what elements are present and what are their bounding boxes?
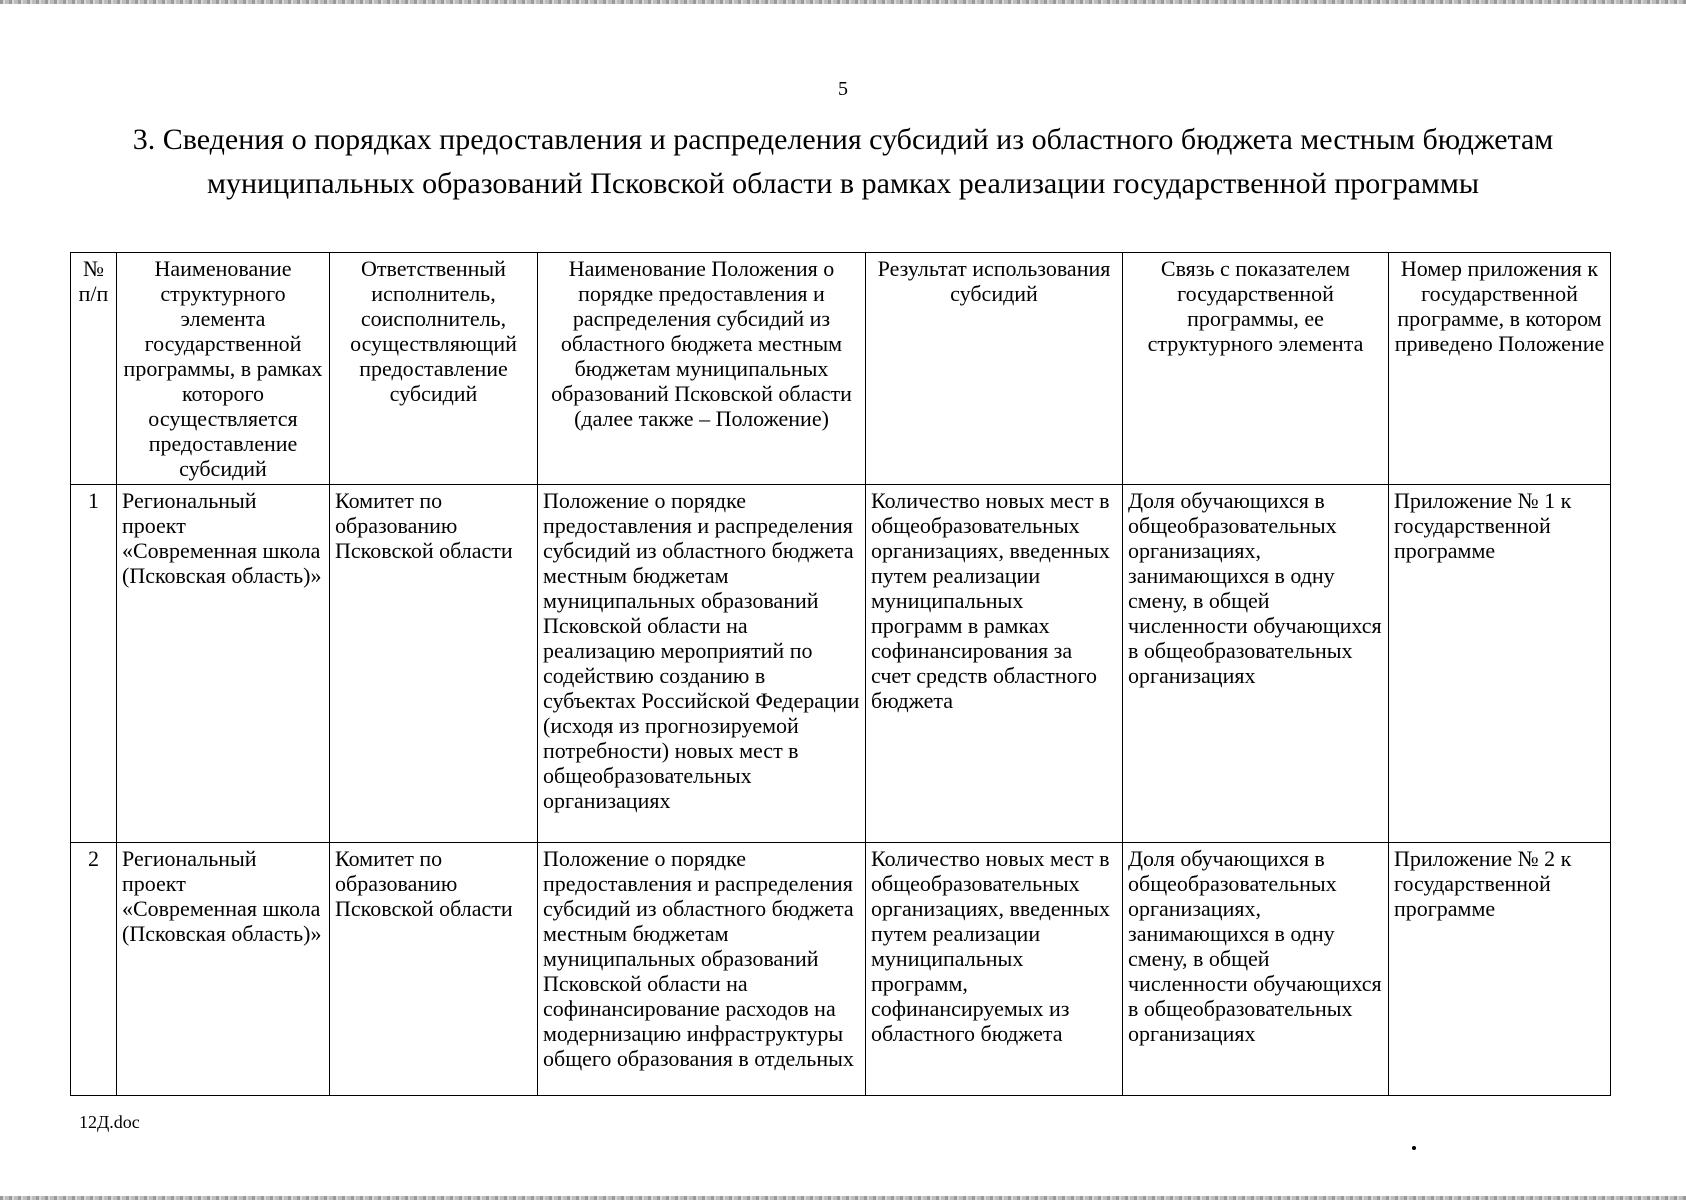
cell-indicator-link-text: Доля обучающихся в общеобразовательных организациях, занимающихся в одну смену, в общей численности обучающихся в общеобразовательных организациях [1128, 846, 1382, 1046]
subsidies-table [70, 252, 1611, 1096]
cell-number [71, 843, 117, 1096]
file-name: 12Д.doc [79, 1112, 140, 1132]
scan-speck [1412, 1146, 1416, 1150]
cell-regulation-name: Положение о порядке предоставления и распределения субсидий из областного бюджета местным бюджетам муниципальных образований Псковской области на реализацию мероприятий по содействию созданию в субъектах Российской Федерации (исходя из прогнозируемой потребности) новых мест в общеобразовательных организациях [538, 485, 866, 843]
cell-number-text: 2 [88, 846, 99, 871]
table-row [71, 485, 1611, 843]
header-appendix-number: Номер приложения к государственной программе, в котором приведено Положение [1389, 253, 1611, 485]
table-header-row [71, 253, 1611, 485]
header-number: № п/п [71, 253, 117, 485]
cell-executor: Комитет по образованию Псковской области [330, 485, 538, 843]
header-regulation-name: Наименование Положения о порядке предоставления и распределения субсидий из областного бюджета местным бюджетам муниципальных образований Псковской области (далее также – Положение) [538, 253, 866, 485]
scan-edge-top [0, 0, 1686, 4]
title-line-2: муниципальных образований Псковской области в рамках реализации государственной программы [206, 167, 1480, 200]
header-result: Результат использования субсидий [866, 253, 1123, 485]
cell-executor [330, 843, 538, 1096]
table-row [71, 843, 1611, 1096]
cell-appendix-number: Приложение № 1 к государственной программе [1389, 485, 1611, 843]
cell-appendix-number [1389, 843, 1611, 1096]
cell-number: 1 [71, 485, 117, 843]
header-structural-element: Наименование структурного элемента государственной программы, в рамках которого осуществляется предоставление субсидий [117, 253, 330, 485]
cell-executor-text: Комитет по образованию Псковской области [335, 846, 513, 921]
cell-result: Количество новых мест в общеобразовательных организациях, введенных путем реализации муниципальных программ в рамках софинансирования за счет средств областного бюджета [866, 485, 1123, 843]
title-line-1: 3. Сведения о порядках предоставления и распределения субсидий из областного бюджета местным бюджетам [132, 123, 1554, 156]
cell-result [866, 843, 1123, 1096]
cell-indicator-link [1123, 843, 1389, 1096]
header-executor: Ответственный исполнитель, соисполнитель, осуществляющий предоставление субсидий [330, 253, 538, 485]
cell-structural-element-text: Региональный проект «Современная школа (Псковская область)» [122, 846, 322, 946]
cell-result-text: Количество новых мест в общеобразовательных организациях, введенных путем реализации муниципальных программ, софинансируемых из областного бюджета [871, 846, 1110, 1046]
cell-indicator-link: Доля обучающихся в общеобразовательных организациях, занимающихся в одну смену, в общей численности обучающихся в общеобразовательных организациях [1123, 485, 1389, 843]
document-title [80, 118, 1606, 206]
scan-edge-bottom [0, 1196, 1686, 1200]
header-indicator-link: Связь с показателем государственной программы, ее структурного элемента [1123, 253, 1389, 485]
cell-regulation-name-text: Положение о порядке предоставления и распределения субсидий из областного бюджета местным бюджетам муниципальных образований Псковской области на софинансирование расходов на модернизацию инфраструктуры общего образования в отдельных [543, 846, 854, 1071]
page-number: 5 [838, 78, 848, 100]
cell-regulation-name [538, 843, 866, 1096]
cell-appendix-number-text: Приложение № 2 к государственной программе [1394, 846, 1572, 921]
cell-structural-element: Региональный проект «Современная школа (Псковская область)» [117, 485, 330, 843]
cell-structural-element [117, 843, 330, 1096]
